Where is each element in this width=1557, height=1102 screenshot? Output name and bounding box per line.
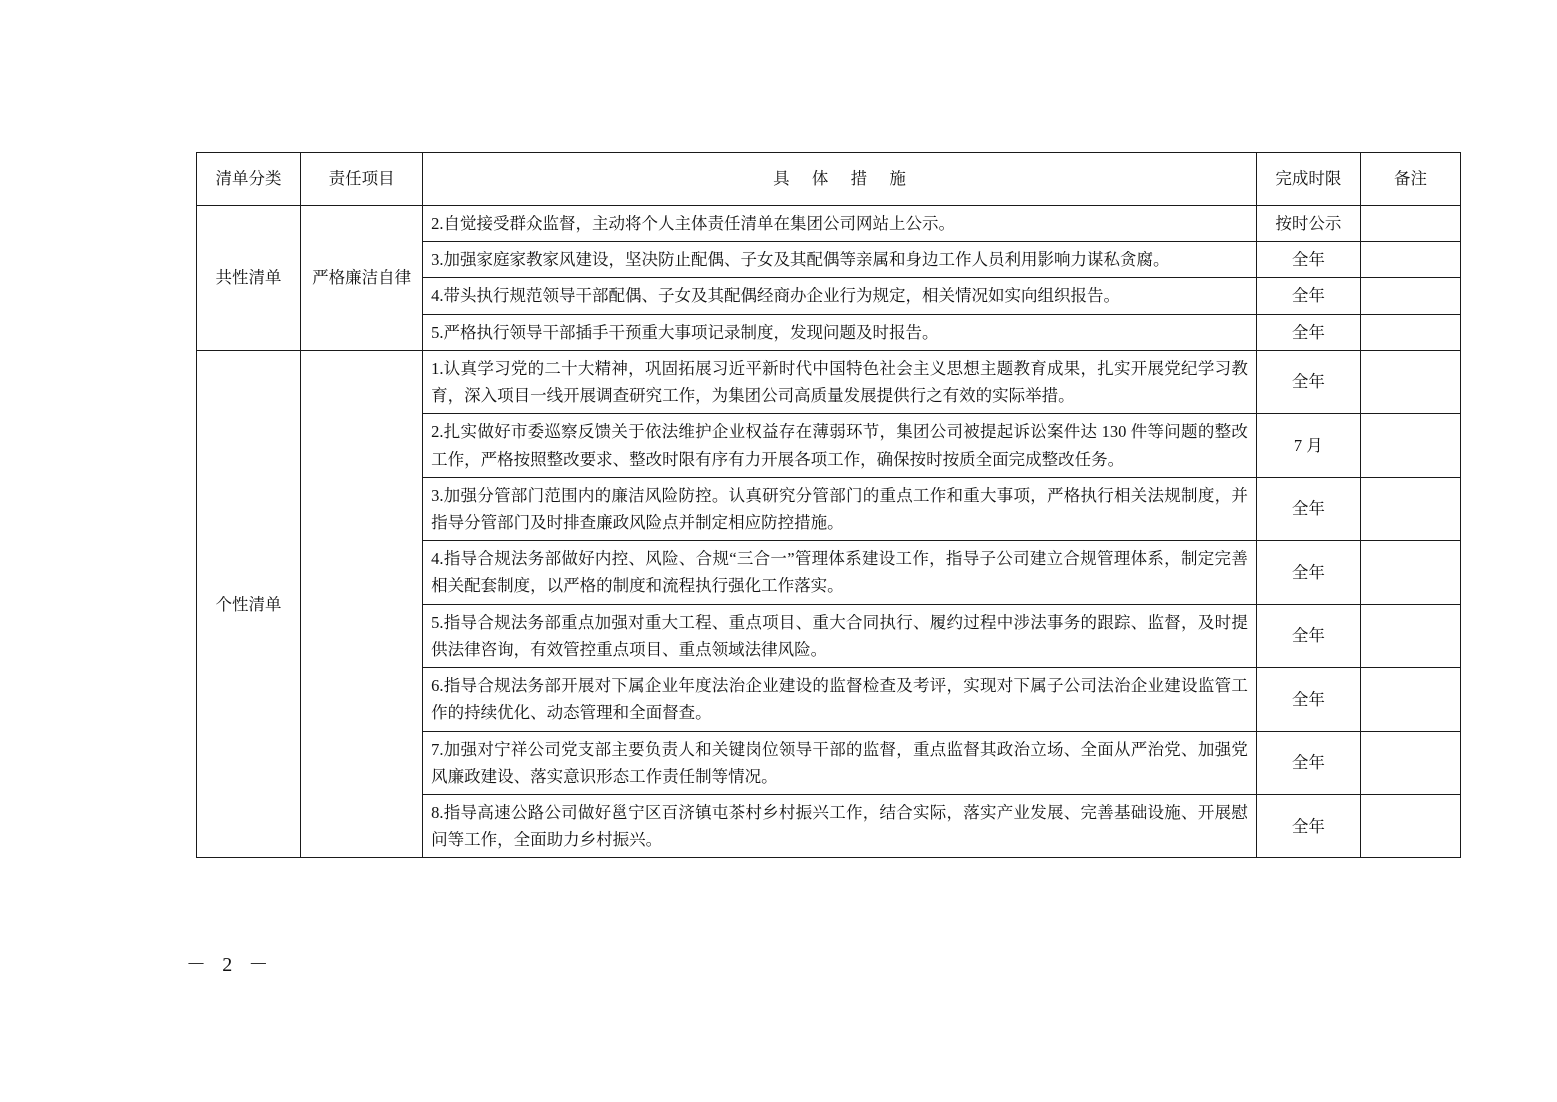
deadline-text: 全年 (1256, 604, 1360, 667)
measure-text: 4.带头执行规范领导干部配偶、子女及其配偶经商办企业行为规定，相关情况如实向组织报告。 (423, 278, 1257, 314)
responsibility-list-table-wrapper (196, 152, 1461, 858)
responsibility-list-table (196, 152, 1461, 858)
table-row (197, 206, 1461, 242)
table-row (197, 350, 1461, 413)
remark-text (1360, 794, 1460, 857)
group-item-discipline: 严格廉洁自律 (301, 206, 423, 351)
deadline-text: 全年 (1256, 278, 1360, 314)
deadline-text: 全年 (1256, 668, 1360, 731)
table-header-row (197, 153, 1461, 206)
measure-text: 2.扎实做好市委巡察反馈关于依法维护企业权益存在薄弱环节，集团公司被提起诉讼案件达 130 件等问题的整改工作，严格按照整改要求、整改时限有序有力开展各项工作，确保按时按质全面完成整改任务。 (423, 414, 1257, 477)
remark-text (1360, 414, 1460, 477)
remark-text (1360, 731, 1460, 794)
measure-text: 5.严格执行领导干部插手干预重大事项记录制度，发现问题及时报告。 (423, 314, 1257, 350)
deadline-text: 全年 (1256, 242, 1360, 278)
measure-text: 5.指导合规法务部重点加强对重大工程、重点项目、重大合同执行、履约过程中涉法事务的跟踪、监督，及时提供法律咨询，有效管控重点项目、重点领域法律风险。 (423, 604, 1257, 667)
measure-text: 7.加强对宁祥公司党支部主要负责人和关键岗位领导干部的监督，重点监督其政治立场、全面从严治党、加强党风廉政建设、落实意识形态工作责任制等情况。 (423, 731, 1257, 794)
measure-text: 3.加强分管部门范围内的廉洁风险防控。认真研究分管部门的重点工作和重大事项，严格执行相关法规制度，并指导分管部门及时排查廉政风险点并制定相应防控措施。 (423, 477, 1257, 540)
header-remark: 备注 (1360, 153, 1460, 206)
measure-text: 2.自觉接受群众监督，主动将个人主体责任清单在集团公司网站上公示。 (423, 206, 1257, 242)
measure-text: 4.指导合规法务部做好内控、风险、合规“三合一”管理体系建设工作，指导子公司建立合规管理体系，制定完善相关配套制度，以严格的制度和流程执行强化工作落实。 (423, 541, 1257, 604)
remark-text (1360, 278, 1460, 314)
remark-text (1360, 350, 1460, 413)
measure-text: 1.认真学习党的二十大精神，巩固拓展习近平新时代中国特色社会主义思想主题教育成果，扎实开展党纪学习教育，深入项目一线开展调查研究工作，为集团公司高质量发展提供行之有效的实际举措。 (423, 350, 1257, 413)
header-item: 责任项目 (301, 153, 423, 206)
group-category-individual: 个性清单 (197, 350, 301, 858)
group-category-common: 共性清单 (197, 206, 301, 351)
page-number: － 2 － (186, 954, 274, 976)
measure-text: 6.指导合规法务部开展对下属企业年度法治企业建设的监督检查及考评，实现对下属子公司法治企业建设监管工作的持续优化、动态管理和全面督查。 (423, 668, 1257, 731)
remark-text (1360, 541, 1460, 604)
remark-text (1360, 242, 1460, 278)
deadline-text: 全年 (1256, 541, 1360, 604)
remark-text (1360, 604, 1460, 667)
deadline-text: 7 月 (1256, 414, 1360, 477)
measure-text: 3.加强家庭家教家风建设，坚决防止配偶、子女及其配偶等亲属和身边工作人员利用影响力谋私贪腐。 (423, 242, 1257, 278)
group-item-empty (301, 350, 423, 858)
deadline-text: 全年 (1256, 477, 1360, 540)
measure-text: 8.指导高速公路公司做好邕宁区百济镇屯茶村乡村振兴工作，结合实际，落实产业发展、完善基础设施、开展慰问等工作，全面助力乡村振兴。 (423, 794, 1257, 857)
remark-text (1360, 477, 1460, 540)
header-deadline: 完成时限 (1256, 153, 1360, 206)
header-category: 清单分类 (197, 153, 301, 206)
deadline-text: 全年 (1256, 731, 1360, 794)
deadline-text: 全年 (1256, 350, 1360, 413)
deadline-text: 全年 (1256, 314, 1360, 350)
remark-text (1360, 668, 1460, 731)
deadline-text: 全年 (1256, 794, 1360, 857)
remark-text (1360, 206, 1460, 242)
remark-text (1360, 314, 1460, 350)
deadline-text: 按时公示 (1256, 206, 1360, 242)
header-measures: 具 体 措 施 (423, 153, 1257, 206)
